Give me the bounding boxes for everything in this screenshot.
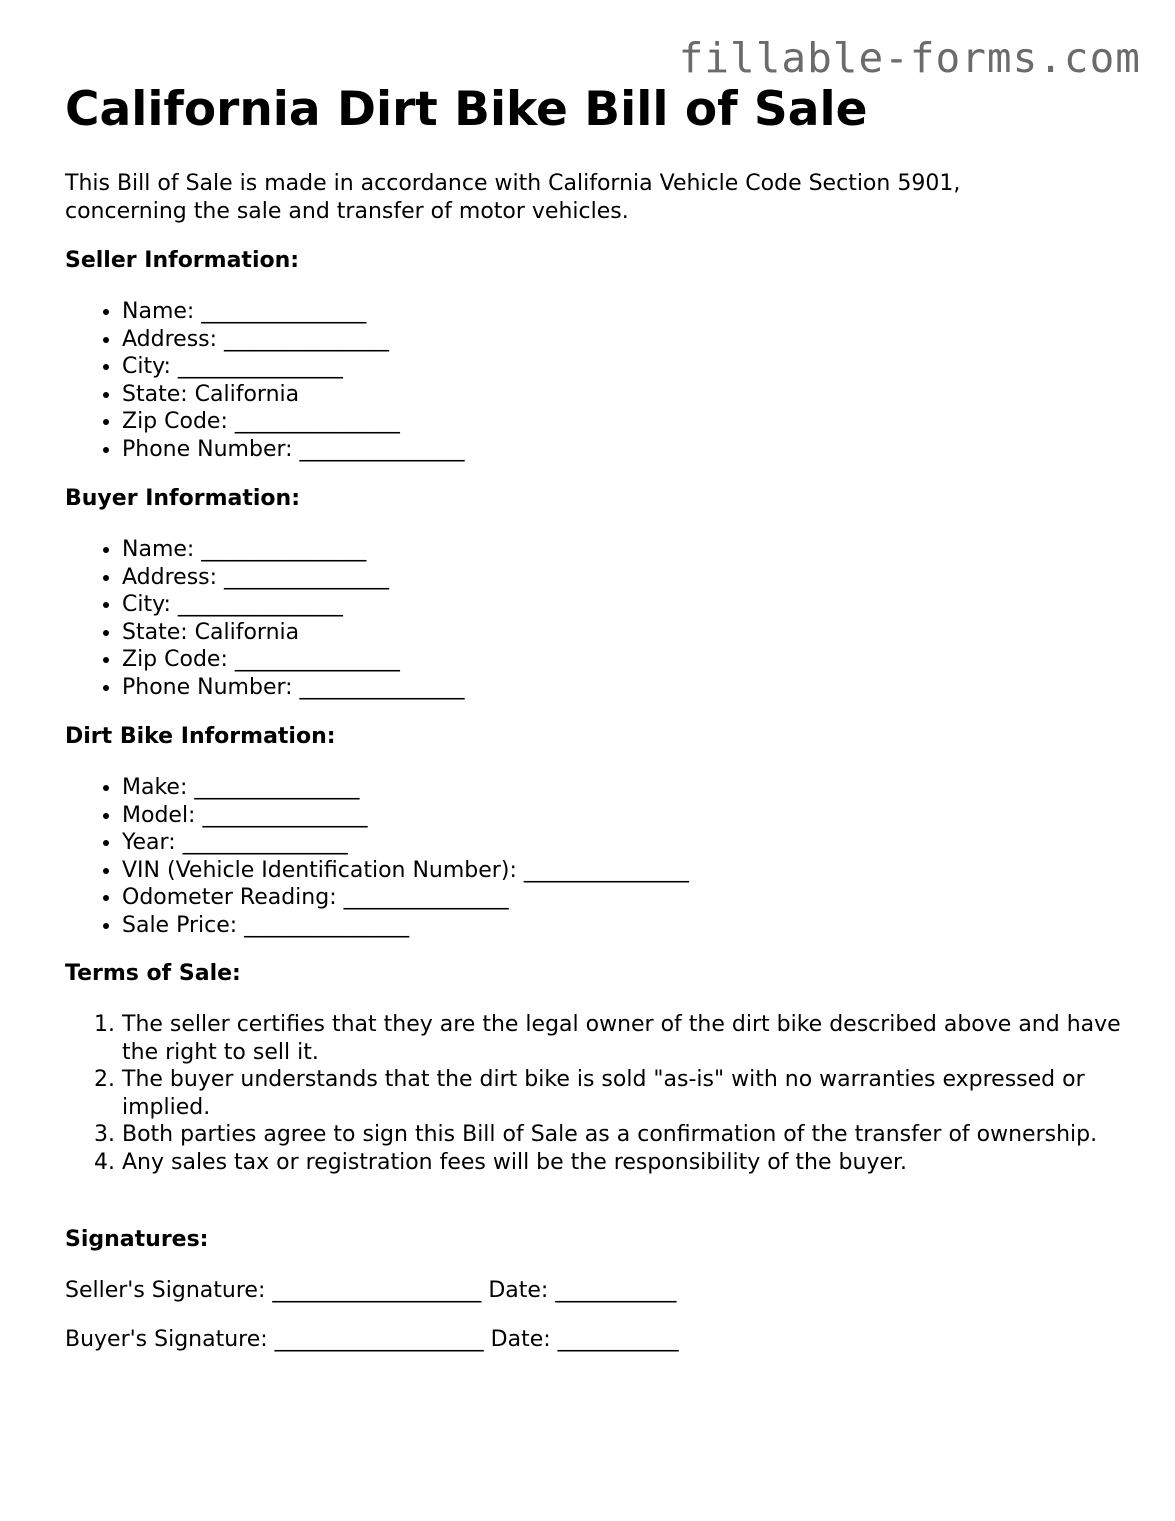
- bike-make-field[interactable]: • Make: _______________: [122, 774, 689, 802]
- terms-list: [65, 1011, 1122, 1176]
- bike-odometer-field[interactable]: • Odometer Reading: _______________: [122, 884, 689, 912]
- terms-item: 2. The buyer understands that the dirt bike is sold "as-is" with no warranties expressed or implied.: [122, 1066, 1122, 1121]
- terms-item: 4. Any sales tax or registration fees will be the responsibility of the buyer.: [122, 1149, 1122, 1177]
- page-title: California Dirt Bike Bill of Sale: [65, 82, 868, 137]
- buyer-state-field: • State: California: [122, 619, 465, 647]
- signatures-heading: Signatures:: [65, 1227, 209, 1252]
- watermark: fillable-forms.com: [678, 34, 1141, 82]
- intro-paragraph: This Bill of Sale is made in accordance with California Vehicle Code Section 5901, concerning the sale and transfer of motor vehicles.: [65, 171, 961, 224]
- seller-heading: Seller Information:: [65, 248, 300, 273]
- seller-list: [65, 298, 465, 463]
- bike-model-field[interactable]: • Model: _______________: [122, 802, 689, 830]
- terms-item: 1. The seller certifies that they are the legal owner of the dirt bike described above and have the right to sell it.: [122, 1011, 1122, 1066]
- seller-state-field: • State: California: [122, 381, 465, 409]
- buyer-signature-line[interactable]: Buyer's Signature: ___________________ Date: ___________: [65, 1327, 679, 1352]
- buyer-list: [65, 536, 465, 701]
- buyer-heading: Buyer Information:: [65, 486, 300, 511]
- bike-year-field[interactable]: • Year: _______________: [122, 829, 689, 857]
- seller-phone-field[interactable]: • Phone Number: _______________: [122, 436, 465, 464]
- buyer-zip-field[interactable]: • Zip Code: _______________: [122, 646, 465, 674]
- seller-city-field[interactable]: • City: _______________: [122, 353, 465, 381]
- buyer-address-field[interactable]: • Address: _______________: [122, 564, 465, 592]
- buyer-city-field[interactable]: • City: _______________: [122, 591, 465, 619]
- seller-name-field[interactable]: • Name: _______________: [122, 298, 465, 326]
- seller-signature-line[interactable]: Seller's Signature: ___________________ Date: ___________: [65, 1278, 677, 1303]
- bike-heading: Dirt Bike Information:: [65, 724, 336, 749]
- bike-price-field[interactable]: • Sale Price: _______________: [122, 912, 689, 940]
- seller-address-field[interactable]: • Address: _______________: [122, 326, 465, 354]
- buyer-name-field[interactable]: • Name: _______________: [122, 536, 465, 564]
- terms-heading: Terms of Sale:: [65, 961, 241, 986]
- seller-zip-field[interactable]: • Zip Code: _______________: [122, 408, 465, 436]
- buyer-phone-field[interactable]: • Phone Number: _______________: [122, 674, 465, 702]
- bike-vin-field[interactable]: • VIN (Vehicle Identification Number): _______________: [122, 857, 689, 885]
- bike-list: [65, 774, 689, 939]
- terms-item: 3. Both parties agree to sign this Bill of Sale as a confirmation of the transfer of ownership.: [122, 1121, 1122, 1149]
